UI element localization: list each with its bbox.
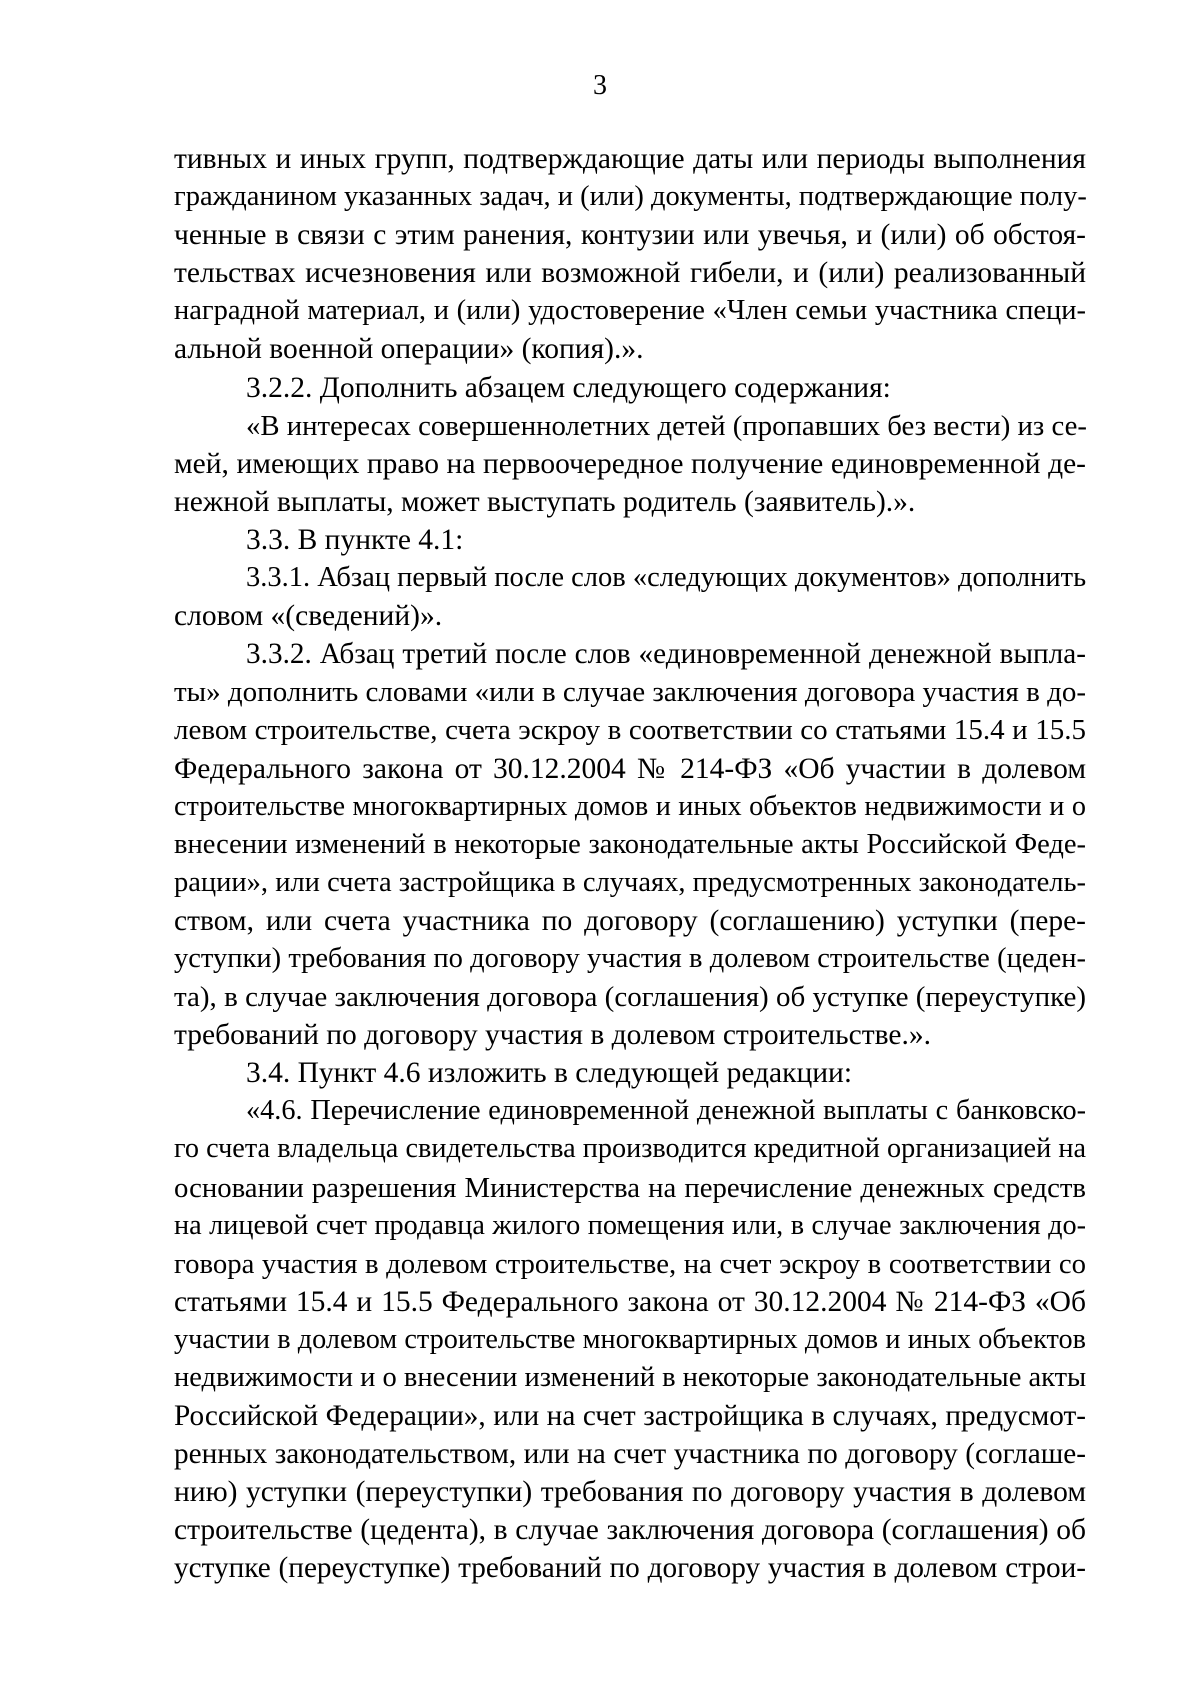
text-line: «В интересах совершеннолетних детей (пропавших без вести) из се-	[246, 409, 1087, 442]
text-line: го счета владельца свидетельства производится кредитной организацией на	[174, 1133, 1086, 1165]
text-line: уступки) требования по договору участия в долевом строительстве (цеден-	[174, 942, 1086, 974]
text-line: ством, или счета участника по договору (соглашению) уступки (пере-	[174, 904, 1086, 937]
text-line: 3.2.2. Дополнить абзацем следующего содержания:	[246, 371, 891, 404]
text-line: тельствах исчезновения или возможной гибели, и (или) реализованный	[174, 257, 1086, 290]
text-line: недвижимости и о внесении изменений в некоторые законодательные акты	[174, 1362, 1087, 1393]
text-line: «4.6. Перечисление единовременной денежной выплаты с банковско-	[246, 1095, 1086, 1127]
text-line: левом строительстве, счета эскроу в соответствии со статьями 15.4 и 15.5	[174, 714, 1086, 747]
text-line: 3.3.1. Абзац первый после слов «следующих документов» дополнить	[246, 562, 1087, 594]
text-line: альной военной операции» (копия).».	[174, 333, 644, 366]
text-line: на лицевой счет продавца жилого помещения или, в случае заключения до-	[174, 1209, 1086, 1241]
text-line: Российской Федерации», или на счет застройщика в случаях, предусмот-	[174, 1400, 1086, 1433]
text-line: говора участия в долевом строительстве, на счет эскроу в соответствии со	[174, 1247, 1086, 1280]
text-line: рации», или счета застройщика в случаях, предусмотренных законодатель-	[174, 866, 1086, 898]
text-line: основании разрешения Министерства на перечисление денежных средств	[174, 1171, 1086, 1204]
text-line: тивных и иных групп, подтверждающие даты или периоды выполнения	[174, 143, 1086, 175]
text-line: уступке (переуступке) требований по договору участия в долевом строи-	[174, 1552, 1086, 1585]
text-line: Федерального закона от 30.12.2004 № 214-ФЗ «Об участии в долевом	[174, 752, 1086, 785]
text-line: требований по договору участия в долевом строительстве.».	[174, 1019, 931, 1052]
page-number: 3	[593, 70, 607, 101]
text-line: словом «(сведений)».	[174, 600, 443, 633]
text-line: 3.4. Пункт 4.6 изложить в следующей редакции:	[246, 1057, 853, 1090]
text-line: наградной материал, и (или) удостоверение «Член семьи участника специ-	[174, 295, 1086, 327]
text-line: 3.3.2. Абзац третий после слов «единовременной денежной выпла-	[246, 638, 1086, 671]
document-body	[174, 140, 1086, 1588]
text-line: мей, имеющих право на первоочередное получение единовременной де-	[174, 447, 1086, 480]
text-line: строительстве (цедента), в случае заключения договора (соглашения) об	[174, 1514, 1086, 1547]
text-line: участии в долевом строительстве многоквартирных домов и иных объектов	[174, 1323, 1086, 1355]
text-line: ченные в связи с этим ранения, контузии или увечья, и (или) об обстоя-	[174, 219, 1086, 252]
text-line: 3.3. В пункте 4.1:	[246, 523, 464, 556]
text-line: внесении изменений в некоторые законодательные акты Российской Феде-	[174, 828, 1086, 860]
text-line: нежной выплаты, может выступать родитель (заявитель).».	[174, 485, 916, 518]
text-line: гражданином указанных задач, и (или) документы, подтверждающие полу-	[174, 181, 1087, 213]
text-line: нию) уступки (переуступки) требования по договору участия в долевом	[174, 1476, 1086, 1509]
text-line: ты» дополнить словами «или в случае заключения договора участия в до-	[174, 676, 1086, 709]
text-line: ренных законодательством, или на счет участника по договору (соглаше-	[174, 1438, 1086, 1471]
text-line: статьями 15.4 и 15.5 Федерального закона от 30.12.2004 № 214-ФЗ «Об	[174, 1285, 1086, 1318]
text-line: та), в случае заключения договора (соглашения) об уступке (переуступке)	[174, 981, 1086, 1014]
text-line: строительстве многоквартирных домов и иных объектов недвижимости и о	[174, 790, 1086, 822]
